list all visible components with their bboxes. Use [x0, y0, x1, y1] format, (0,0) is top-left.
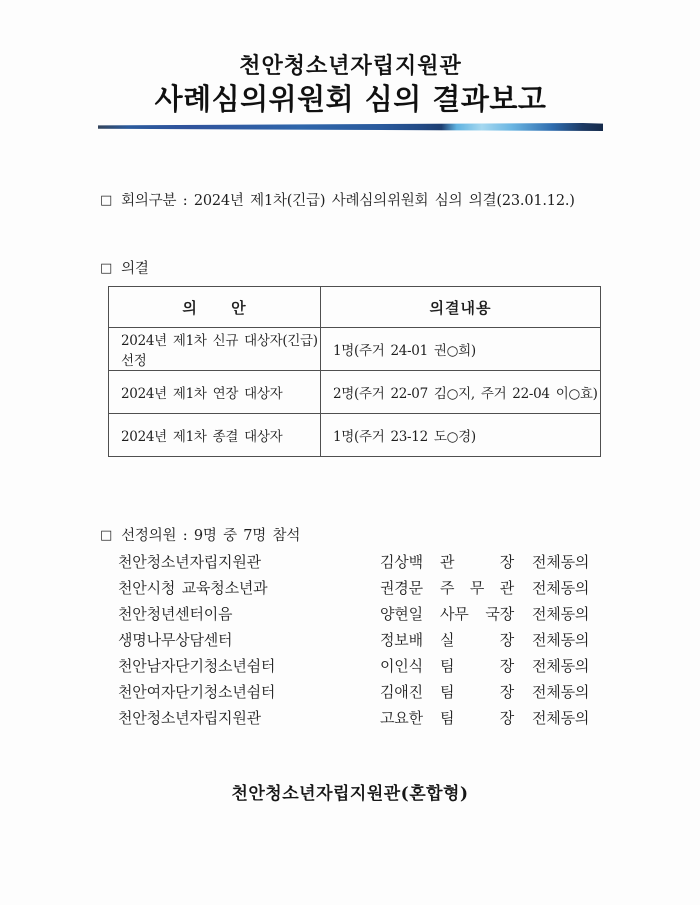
resolution-label-text: 의결 [121, 261, 149, 277]
title-divider-rule [98, 123, 603, 131]
meeting-type-text: 회의구분 : 2024년 제1차(긴급) 사례심의위원회 심의 의결(23.01.12.) [121, 193, 575, 209]
member-row [118, 705, 600, 731]
member-name: 김애진 [380, 683, 423, 701]
agenda-cell: 2024년 제1차 종결 대상자 [109, 414, 321, 457]
member-name: 고요한 [380, 709, 423, 727]
member-row [118, 549, 600, 575]
table-row [109, 328, 601, 371]
member-organization: 천안청소년자립지원관 [118, 553, 261, 571]
resolution-table-body [109, 328, 601, 457]
member-vote-result: 전체동의 [532, 605, 590, 623]
member-organization: 천안청소년자립지원관 [118, 709, 261, 727]
member-vote-result: 전체동의 [532, 631, 590, 649]
member-vote-result: 전체동의 [532, 579, 590, 597]
meeting-type-line [100, 189, 575, 210]
member-job-title: 사무 국장 [440, 605, 514, 623]
member-row [118, 653, 600, 679]
member-organization: 천안남자단기청소년쉼터 [118, 657, 276, 675]
report-title: 사례심의위원회 심의 결과보고 [154, 82, 547, 116]
member-name: 양현일 [380, 605, 423, 623]
member-name: 이인식 [380, 657, 423, 675]
decision-cell: 2명(주거 22-07 김○지, 주거 22-04 이○효) [321, 371, 601, 414]
square-bullet-icon: □ [100, 193, 113, 208]
member-name: 김상백 [380, 553, 423, 571]
member-organization: 천안여자단기청소년쉼터 [118, 683, 276, 701]
member-vote-result: 전체동의 [532, 553, 590, 571]
agenda-cell: 2024년 제1차 연장 대상자 [109, 371, 321, 414]
table-row [109, 414, 601, 457]
member-organization: 천안시청 교육청소년과 [118, 579, 268, 597]
agenda-column-header: 의 안 [109, 287, 321, 328]
member-job-title: 실 장 [440, 631, 514, 649]
resolution-table [108, 286, 601, 457]
member-job-title: 팀 장 [440, 657, 514, 675]
decision-cell: 1명(주거 24-01 권○희) [321, 328, 601, 371]
decision-column-header: 의결내용 [321, 287, 601, 328]
member-vote-result: 전체동의 [532, 683, 590, 701]
member-row [118, 575, 600, 601]
member-name: 권경문 [380, 579, 423, 597]
member-job-title: 팀 장 [440, 683, 514, 701]
table-row [109, 371, 601, 414]
member-job-title: 주 무 관 [440, 579, 514, 597]
member-row [118, 601, 600, 627]
member-job-title: 팀 장 [440, 709, 514, 727]
members-list [118, 549, 600, 731]
decision-cell: 1명(주거 23-12 도○경) [321, 414, 601, 457]
member-vote-result: 전체동의 [532, 657, 590, 675]
member-organization: 천안청년센터이음 [118, 605, 233, 623]
resolution-table-header [109, 287, 601, 328]
member-row [118, 627, 600, 653]
member-organization: 생명나무상담센터 [118, 631, 233, 649]
square-bullet-icon: □ [100, 261, 113, 276]
agenda-cell: 2024년 제1차 신규 대상자(긴급) 선정 [109, 328, 321, 371]
square-bullet-icon: □ [100, 528, 113, 543]
member-name: 정보배 [380, 631, 423, 649]
resolution-section-label [100, 257, 149, 278]
members-section-label [100, 524, 300, 545]
org-title: 천안청소년자립지원관 [239, 54, 462, 79]
members-label-text: 선정의원 : 9명 중 7명 참석 [121, 528, 301, 544]
document-footer-text: 천안청소년자립지원관(혼합형) [231, 784, 469, 804]
member-vote-result: 전체동의 [532, 709, 590, 727]
member-job-title: 관 장 [440, 553, 514, 571]
document-header [98, 54, 603, 131]
member-row [118, 679, 600, 705]
